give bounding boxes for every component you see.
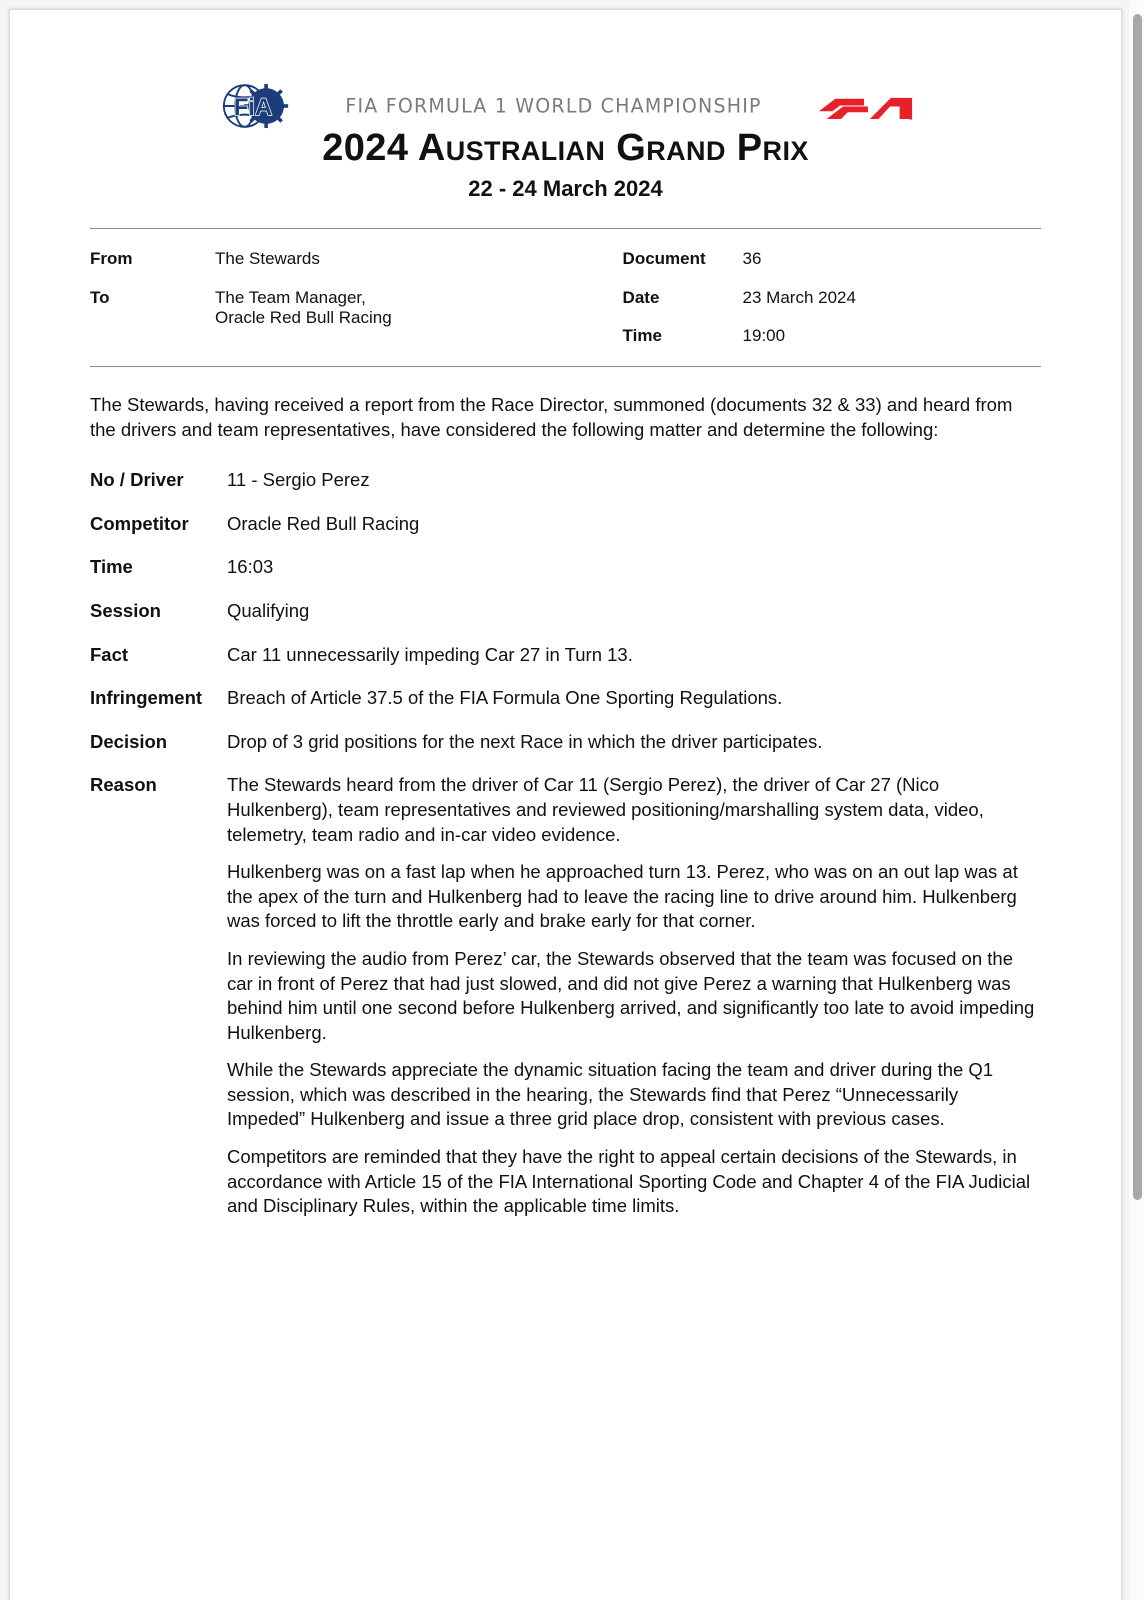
field-row-time bbox=[90, 555, 1041, 580]
date-label: Date bbox=[622, 287, 660, 307]
masthead bbox=[90, 10, 1041, 121]
to-value-line2: Oracle Red Bull Racing bbox=[215, 308, 392, 328]
decision-value: Drop of 3 grid positions for the next Race in which the driver participates. bbox=[227, 730, 823, 752]
time-header-label: Time bbox=[622, 326, 662, 346]
reason-value bbox=[227, 773, 1041, 1219]
f1-logo-icon bbox=[818, 89, 914, 123]
field-row-decision bbox=[90, 730, 1041, 755]
to-value-line1: The Team Manager, bbox=[215, 287, 366, 307]
vertical-scrollbar-thumb[interactable] bbox=[1133, 14, 1142, 1200]
meta-row-from bbox=[90, 249, 623, 270]
reason-label: Reason bbox=[90, 774, 157, 796]
meta-left-column bbox=[90, 249, 623, 347]
from-label: From bbox=[90, 248, 133, 268]
reason-paragraph: The Stewards heard from the driver of Car 11 (Sergio Perez), the driver of Car 27 (Nico Hulkenberg), team representatives and reviewed positioning/marshalling system data, video, telemetry, team radio and in-car video evidence. bbox=[227, 774, 984, 845]
field-row-fact bbox=[90, 643, 1041, 668]
event-dates: 22 - 24 March 2024 bbox=[468, 175, 663, 201]
field-row-competitor bbox=[90, 512, 1041, 537]
document-label: Document bbox=[622, 248, 706, 268]
time-label: Time bbox=[90, 556, 133, 578]
reason-paragraph: In reviewing the audio from Perez’ car, the Stewards observed that the team was focused on the car in front of Perez that had just slowed, and did not give Perez a warning that Hulkenberg was behind him until one second before Hulkenberg arrived, and significantly too late to avoid impeding Hulkenberg. bbox=[227, 947, 1035, 1043]
document-page bbox=[9, 9, 1122, 1600]
svg-text:FiA: FiA bbox=[234, 93, 273, 121]
session-label: Session bbox=[90, 599, 161, 621]
no-driver-value: 11 - Sergio Perez bbox=[227, 469, 370, 491]
page-title: 2024 Australian Grand Prix bbox=[322, 127, 809, 169]
fia-logo-icon bbox=[217, 78, 289, 134]
field-row-no-driver bbox=[90, 468, 1041, 493]
intro-paragraph: The Stewards, having received a report from the Race Director, summoned (documents 32 & 33) and heard from the drivers and team representatives, have considered the following matter and determine the following: bbox=[90, 394, 1013, 440]
meta-right-column bbox=[623, 249, 1041, 347]
from-value: The Stewards bbox=[215, 248, 320, 268]
championship-title: FIA FORMULA 1 WORLD CHAMPIONSHIP bbox=[345, 94, 762, 118]
date-value: 23 March 2024 bbox=[742, 287, 856, 307]
time-header-value: 19:00 bbox=[742, 326, 786, 346]
reason-paragraph: While the Stewards appreciate the dynamic situation facing the team and driver during the Q1 session, which was described in the hearing, the Stewards find that Perez “Unnecessarily Impeded” Hulkenberg and issue a three grid place drop, consistent with previous cases. bbox=[227, 1059, 994, 1130]
infringement-label: Infringement bbox=[90, 687, 203, 709]
meta-row-time bbox=[623, 326, 1041, 347]
infringement-value: Breach of Article 37.5 of the FIA Formula One Sporting Regulations. bbox=[227, 687, 783, 709]
document-meta bbox=[90, 229, 1041, 353]
decision-fields bbox=[90, 468, 1041, 1219]
no-driver-label: No / Driver bbox=[90, 469, 184, 491]
session-value: Qualifying bbox=[227, 599, 310, 621]
competitor-label: Competitor bbox=[90, 512, 189, 534]
vertical-scrollbar-track[interactable] bbox=[1129, 0, 1144, 1600]
reason-paragraph: Hulkenberg was on a fast lap when he approached turn 13. Perez, who was on an out lap was at the apex of the turn and Hulkenberg had to leave the racing line to drive around him. Hulkenberg was forced to lift the throttle early and brake early for that corner. bbox=[227, 861, 1018, 932]
decision-label: Decision bbox=[90, 730, 168, 752]
meta-row-date bbox=[623, 288, 1041, 309]
meta-row-to bbox=[90, 288, 623, 329]
fact-label: Fact bbox=[90, 643, 129, 665]
meta-row-document bbox=[623, 249, 1041, 270]
header-divider-bottom bbox=[90, 366, 1041, 367]
field-row-reason bbox=[90, 773, 1041, 1219]
time-value: 16:03 bbox=[227, 556, 274, 578]
reason-paragraph: Competitors are reminded that they have the right to appeal certain decisions of the Stewards, in accordance with Article 15 of the FIA International Sporting Code and Chapter 4 of the FIA Judicial and Disciplinary Rules, within the applicable time limits. bbox=[227, 1146, 1031, 1217]
field-row-infringement bbox=[90, 686, 1041, 711]
field-row-session bbox=[90, 599, 1041, 624]
document-number: 36 bbox=[742, 248, 762, 268]
fact-value: Car 11 unnecessarily impeding Car 27 in Turn 13. bbox=[227, 643, 633, 665]
to-label: To bbox=[90, 287, 110, 307]
to-value bbox=[215, 288, 392, 329]
competitor-value: Oracle Red Bull Racing bbox=[227, 512, 420, 534]
title-block bbox=[90, 128, 1041, 202]
